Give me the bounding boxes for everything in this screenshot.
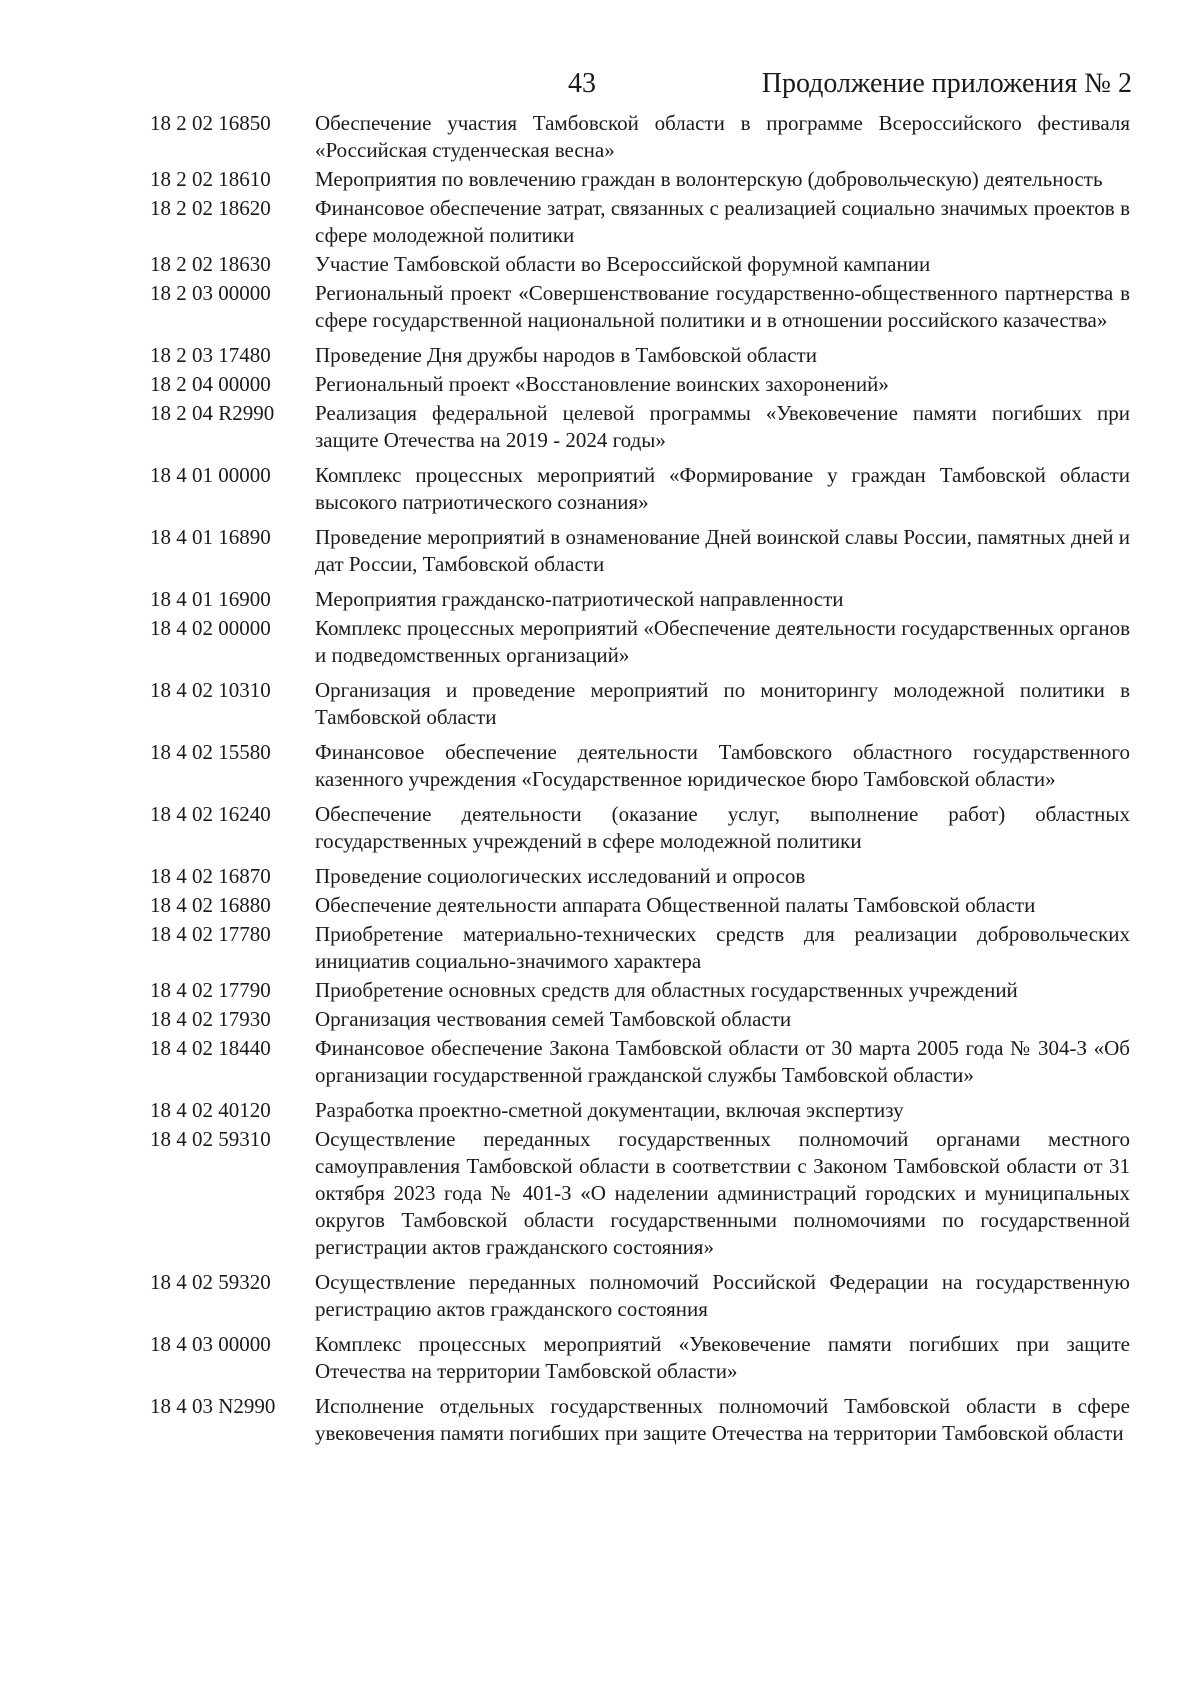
budget-code: 18 4 02 16870 [150,864,271,888]
table-row [150,1331,1130,1385]
code-description: Комплекс процессных мероприятий «Формирование у граждан Тамбовской области высокого патриотического сознания» [315,463,1130,514]
table-row [150,1097,1130,1124]
code-description: Участие Тамбовской области во Всероссийской форумной кампании [315,252,931,276]
table-row [150,1006,1130,1033]
budget-code: 18 4 03 N2990 [150,1394,276,1418]
table-row [150,371,1130,398]
budget-code: 18 2 04 00000 [150,372,271,396]
code-description: Обеспечение деятельности (оказание услуг, выполнение работ) областных государственных учреждений в сфере молодежной политики [315,802,1130,853]
budget-code: 18 4 02 16880 [150,893,271,917]
code-description: Финансовое обеспечение деятельности Тамбовского областного государственного казенного учреждения «Государственное юридическое бюро Тамбовской области» [315,740,1130,791]
table-row [150,251,1130,278]
code-description: Организация и проведение мероприятий по мониторингу молодежной политики в Тамбовской области [315,678,1130,729]
budget-code: 18 4 02 15580 [150,740,271,764]
table-row [150,586,1130,613]
code-description: Комплекс процессных мероприятий «Увековечение памяти погибших при защите Отечества на территории Тамбовской области» [315,1332,1130,1383]
code-description: Разработка проектно-сметной документации, включая экспертизу [315,1098,904,1122]
code-description: Приобретение основных средств для областных государственных учреждений [315,978,1018,1002]
table-row [150,342,1130,369]
code-description: Осуществление переданных полномочий Российской Федерации на государственную регистрацию актов гражданского состояния [315,1270,1130,1321]
table-row [150,801,1130,855]
budget-code: 18 2 02 18620 [150,196,271,220]
budget-code: 18 4 03 00000 [150,1332,271,1356]
table-row [150,110,1130,164]
budget-code: 18 4 02 17790 [150,978,271,1002]
code-description: Мероприятия по вовлечению граждан в волонтерскую (добровольческую) деятельность [315,167,1103,191]
budget-code: 18 2 03 00000 [150,281,271,305]
code-description: Осуществление переданных государственных полномочий органами местного самоуправления Тамбовской области в соответствии с Законом Тамбовской области от 31 октября 2023 года № 401-З «О наделении администраций городских и муниципальных округов Тамбовской области государственными полномочиями по государственной регистрации актов гражданского состояния» [315,1127,1130,1259]
budget-code: 18 4 01 00000 [150,463,271,487]
table-row [150,1035,1130,1089]
budget-code: 18 4 01 16890 [150,525,271,549]
budget-code: 18 4 02 18440 [150,1036,271,1060]
code-description: Приобретение материально-технических средств для реализации добровольческих инициатив социально-значимого характера [315,922,1130,973]
appendix-label: Продолжение приложения № 2 [761,68,1132,99]
code-description: Обеспечение деятельности аппарата Общественной палаты Тамбовской области [315,893,1036,917]
table-row [150,615,1130,669]
budget-code: 18 4 02 16240 [150,802,271,826]
code-description: Финансовое обеспечение Закона Тамбовской области от 30 марта 2005 года № 304-З «Об организации государственной гражданской службы Тамбовской области» [315,1036,1130,1087]
table-row [150,863,1130,890]
code-description: Обеспечение участия Тамбовской области в программе Всероссийского фестиваля «Российская студенческая весна» [315,111,1130,162]
code-description: Региональный проект «Совершенствование государственно-общественного партнерства в сфере государственной национальной политики и в отношении российского казачества» [315,281,1130,332]
budget-code: 18 4 02 40120 [150,1098,271,1122]
table-row [150,462,1130,516]
budget-code: 18 4 02 59320 [150,1270,271,1294]
budget-code: 18 2 02 18630 [150,252,271,276]
code-description: Региональный проект «Восстановление воинских захоронений» [315,372,889,396]
budget-code: 18 2 04 R2990 [150,401,275,425]
table-row [150,677,1130,731]
budget-code: 18 2 03 17480 [150,343,271,367]
budget-code-table [150,110,1130,1449]
code-description: Проведение социологических исследований и опросов [315,864,806,888]
code-description: Мероприятия гражданско-патриотической направленности [315,587,844,611]
code-description: Комплекс процессных мероприятий «Обеспечение деятельности государственных органов и подведомственных организаций» [315,616,1130,667]
table-row [150,977,1130,1004]
table-row [150,400,1130,454]
code-description: Организация чествования семей Тамбовской области [315,1007,792,1031]
table-row [150,1393,1130,1447]
table-row [150,921,1130,975]
page-header [0,66,1200,106]
budget-code: 18 4 01 16900 [150,587,271,611]
budget-code: 18 4 02 00000 [150,616,271,640]
table-row [150,1269,1130,1323]
code-description: Исполнение отдельных государственных полномочий Тамбовской области в сфере увековечения памяти погибших при защите Отечества на территории Тамбовской области [315,1394,1130,1445]
table-row [150,166,1130,193]
table-row [150,739,1130,793]
budget-code: 18 2 02 16850 [150,111,271,135]
page-number: 43 [568,68,596,99]
table-row [150,195,1130,249]
budget-code: 18 4 02 17780 [150,922,271,946]
budget-code: 18 4 02 17930 [150,1007,271,1031]
table-row [150,892,1130,919]
table-row [150,280,1130,334]
code-description: Финансовое обеспечение затрат, связанных с реализацией социально значимых проектов в сфере молодежной политики [315,196,1130,247]
code-description: Реализация федеральной целевой программы «Увековечение памяти погибших при защите Отечества на 2019 - 2024 годы» [315,401,1130,452]
budget-code: 18 4 02 59310 [150,1127,271,1151]
budget-code: 18 4 02 10310 [150,678,271,702]
code-description: Проведение мероприятий в ознаменование Дней воинской славы России, памятных дней и дат России, Тамбовской области [315,525,1130,576]
table-row [150,1126,1130,1261]
budget-code: 18 2 02 18610 [150,167,271,191]
code-description: Проведение Дня дружбы народов в Тамбовской области [315,343,817,367]
table-row [150,524,1130,578]
